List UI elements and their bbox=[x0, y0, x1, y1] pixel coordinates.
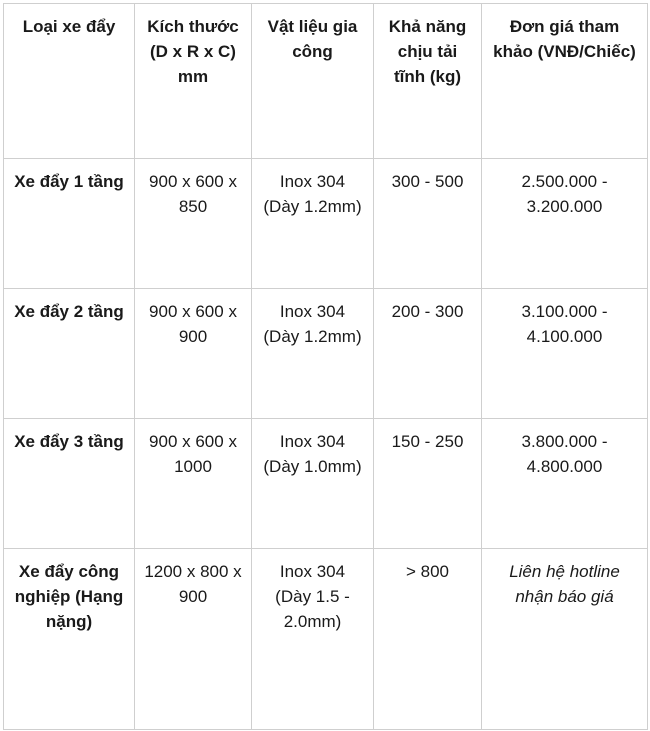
price-table bbox=[3, 3, 648, 730]
cell-load-capacity: 200 - 300 bbox=[374, 289, 482, 419]
table-row bbox=[4, 549, 648, 730]
cell-material: Inox 304 (Dày 1.5 - 2.0mm) bbox=[252, 549, 374, 730]
cell-load-capacity: > 800 bbox=[374, 549, 482, 730]
cell-unit-price: Liên hệ hotline nhận báo giá bbox=[482, 549, 648, 730]
cell-unit-price: 3.800.000 - 4.800.000 bbox=[482, 419, 648, 549]
cell-dimensions: 900 x 600 x 900 bbox=[135, 289, 252, 419]
cell-material: Inox 304 (Dày 1.0mm) bbox=[252, 419, 374, 549]
cell-dimensions: 900 x 600 x 850 bbox=[135, 159, 252, 289]
cell-material: Inox 304 (Dày 1.2mm) bbox=[252, 289, 374, 419]
header-dimensions: Kích thước (D x R x C) mm bbox=[135, 4, 252, 159]
header-cart-type: Loại xe đẩy bbox=[4, 4, 135, 159]
table-row bbox=[4, 419, 648, 549]
cell-unit-price: 3.100.000 - 4.100.000 bbox=[482, 289, 648, 419]
cell-cart-type: Xe đẩy công nghiệp (Hạng nặng) bbox=[4, 549, 135, 730]
cell-cart-type: Xe đẩy 3 tầng bbox=[4, 419, 135, 549]
cell-unit-price: 2.500.000 - 3.200.000 bbox=[482, 159, 648, 289]
table-row bbox=[4, 289, 648, 419]
cell-load-capacity: 300 - 500 bbox=[374, 159, 482, 289]
cell-dimensions: 900 x 600 x 1000 bbox=[135, 419, 252, 549]
cell-material: Inox 304 (Dày 1.2mm) bbox=[252, 159, 374, 289]
cell-cart-type: Xe đẩy 1 tầng bbox=[4, 159, 135, 289]
cell-cart-type: Xe đẩy 2 tầng bbox=[4, 289, 135, 419]
header-unit-price: Đơn giá tham khảo (VNĐ/Chiếc) bbox=[482, 4, 648, 159]
table-row bbox=[4, 159, 648, 289]
cell-load-capacity: 150 - 250 bbox=[374, 419, 482, 549]
table-header-row bbox=[4, 4, 648, 159]
header-material: Vật liệu gia công bbox=[252, 4, 374, 159]
header-load-capacity: Khả năng chịu tải tĩnh (kg) bbox=[374, 4, 482, 159]
cell-dimensions: 1200 x 800 x 900 bbox=[135, 549, 252, 730]
